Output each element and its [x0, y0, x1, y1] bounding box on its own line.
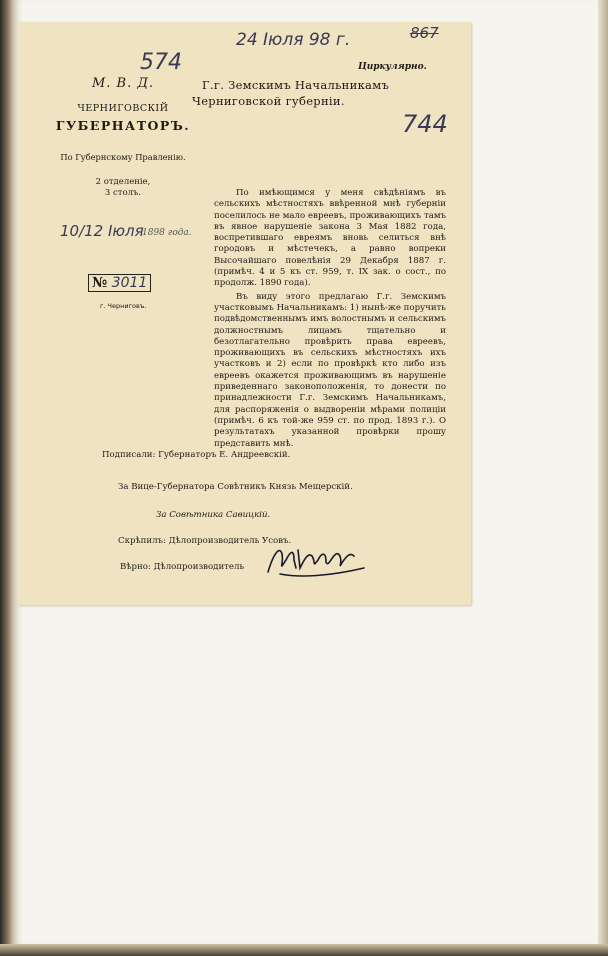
title-line2: ГУБЕРНАТОРЪ.: [55, 118, 191, 133]
department: По Губернскому Правленію.: [60, 152, 186, 162]
handwritten-number-right: 744: [402, 110, 448, 138]
body-paragraph-2: Въ виду этого предлагаю Г.г. Земскимъ участковымъ Начальникамъ: 1) нынѣ-же поручить подвѣдомственнымъ имъ волостнымъ и сельскимъ должностнымъ лицамъ тщательно и безотлагательно провѣрить права евреевъ, проживающихъ въ сельскихъ мѣстностяхъ ихъ участковъ и 2) если по провѣркѣ кто либо изъ евреевъ окажется проживающимъ въ нарушеніе приведеннаго законоположенія, то донести по принадлежности Г.г. Земскимъ Начальникамъ, для распоряженія о выдвореніи мѣрами полиціи (примѣч. 6 къ той-же 959 ст. по прод. 1893 г.). О результатахъ указанной провѣрки прошу представить мнѣ.: [214, 291, 446, 449]
title-line1: ЧЕРНИГОВСКІЙ: [77, 103, 169, 114]
handwritten-doc-number: 3011: [111, 275, 148, 291]
page-edge-right: [598, 0, 608, 956]
doc-number: [88, 274, 151, 292]
handwritten-date: 24 Iюля 98 г.: [236, 30, 351, 50]
year: 1898 года.: [142, 228, 192, 238]
circular-label: Циркулярно.: [358, 62, 427, 72]
body-paragraph-1: По имѣющимся у меня свѣдѣніямъ въ сельскихъ мѣстностяхъ ввѣренной мнѣ губерніи поселилось не мало евреевъ, проживающихъ тамъ въ явное нарушеніе закона 3 Мая 1882 года, воспретившаго евреямъ вновь селиться внѣ городовъ и мѣстечекъ, а равно вопреки Высочайшаго повелѣнія 29 Декабря 1887 г. (примѣч. 4 и 5 къ ст. 959, т. IX зак. о сост., по продолж. 1890 года).: [214, 188, 446, 289]
true-copy-line: Вѣрно: Дѣлопроизводитель: [120, 562, 245, 572]
circular-document: [18, 22, 471, 605]
issuer-block: [48, 76, 198, 198]
place: г. Черниговъ.: [100, 302, 147, 310]
division-line1: 2 отделеніе,: [95, 177, 151, 187]
page-edge-bottom: [0, 944, 608, 956]
ministry-abbr: М. В. Д.: [91, 76, 155, 91]
vice-governor-line: За Вице-Губернатора Совѣтникъ Князь Мещерскій.: [118, 482, 353, 492]
handwritten-signature: [260, 538, 370, 582]
addressee-line1: Г.г. Земскимъ Начальникамъ: [202, 78, 390, 92]
advisor-line: За Совѣтника Савицкій.: [156, 510, 271, 520]
number-sign: №: [92, 275, 108, 291]
handwritten-reg-date: 10/12 Iюля: [60, 222, 144, 240]
handwritten-folio: 867: [410, 24, 439, 42]
binding-edge: [0, 0, 14, 956]
addressee-line2: Черниговской губерніи.: [192, 94, 345, 108]
handwritten-number-left: 574: [140, 50, 182, 75]
division-line2: 3 столъ.: [104, 188, 142, 198]
signed-line: Подписали: Губернаторъ Е. Андреевскій.: [102, 450, 291, 460]
circular-body: [214, 188, 446, 450]
countersigned-line: Скрѣпилъ: Дѣлопроизводитель Усовъ.: [118, 536, 292, 546]
